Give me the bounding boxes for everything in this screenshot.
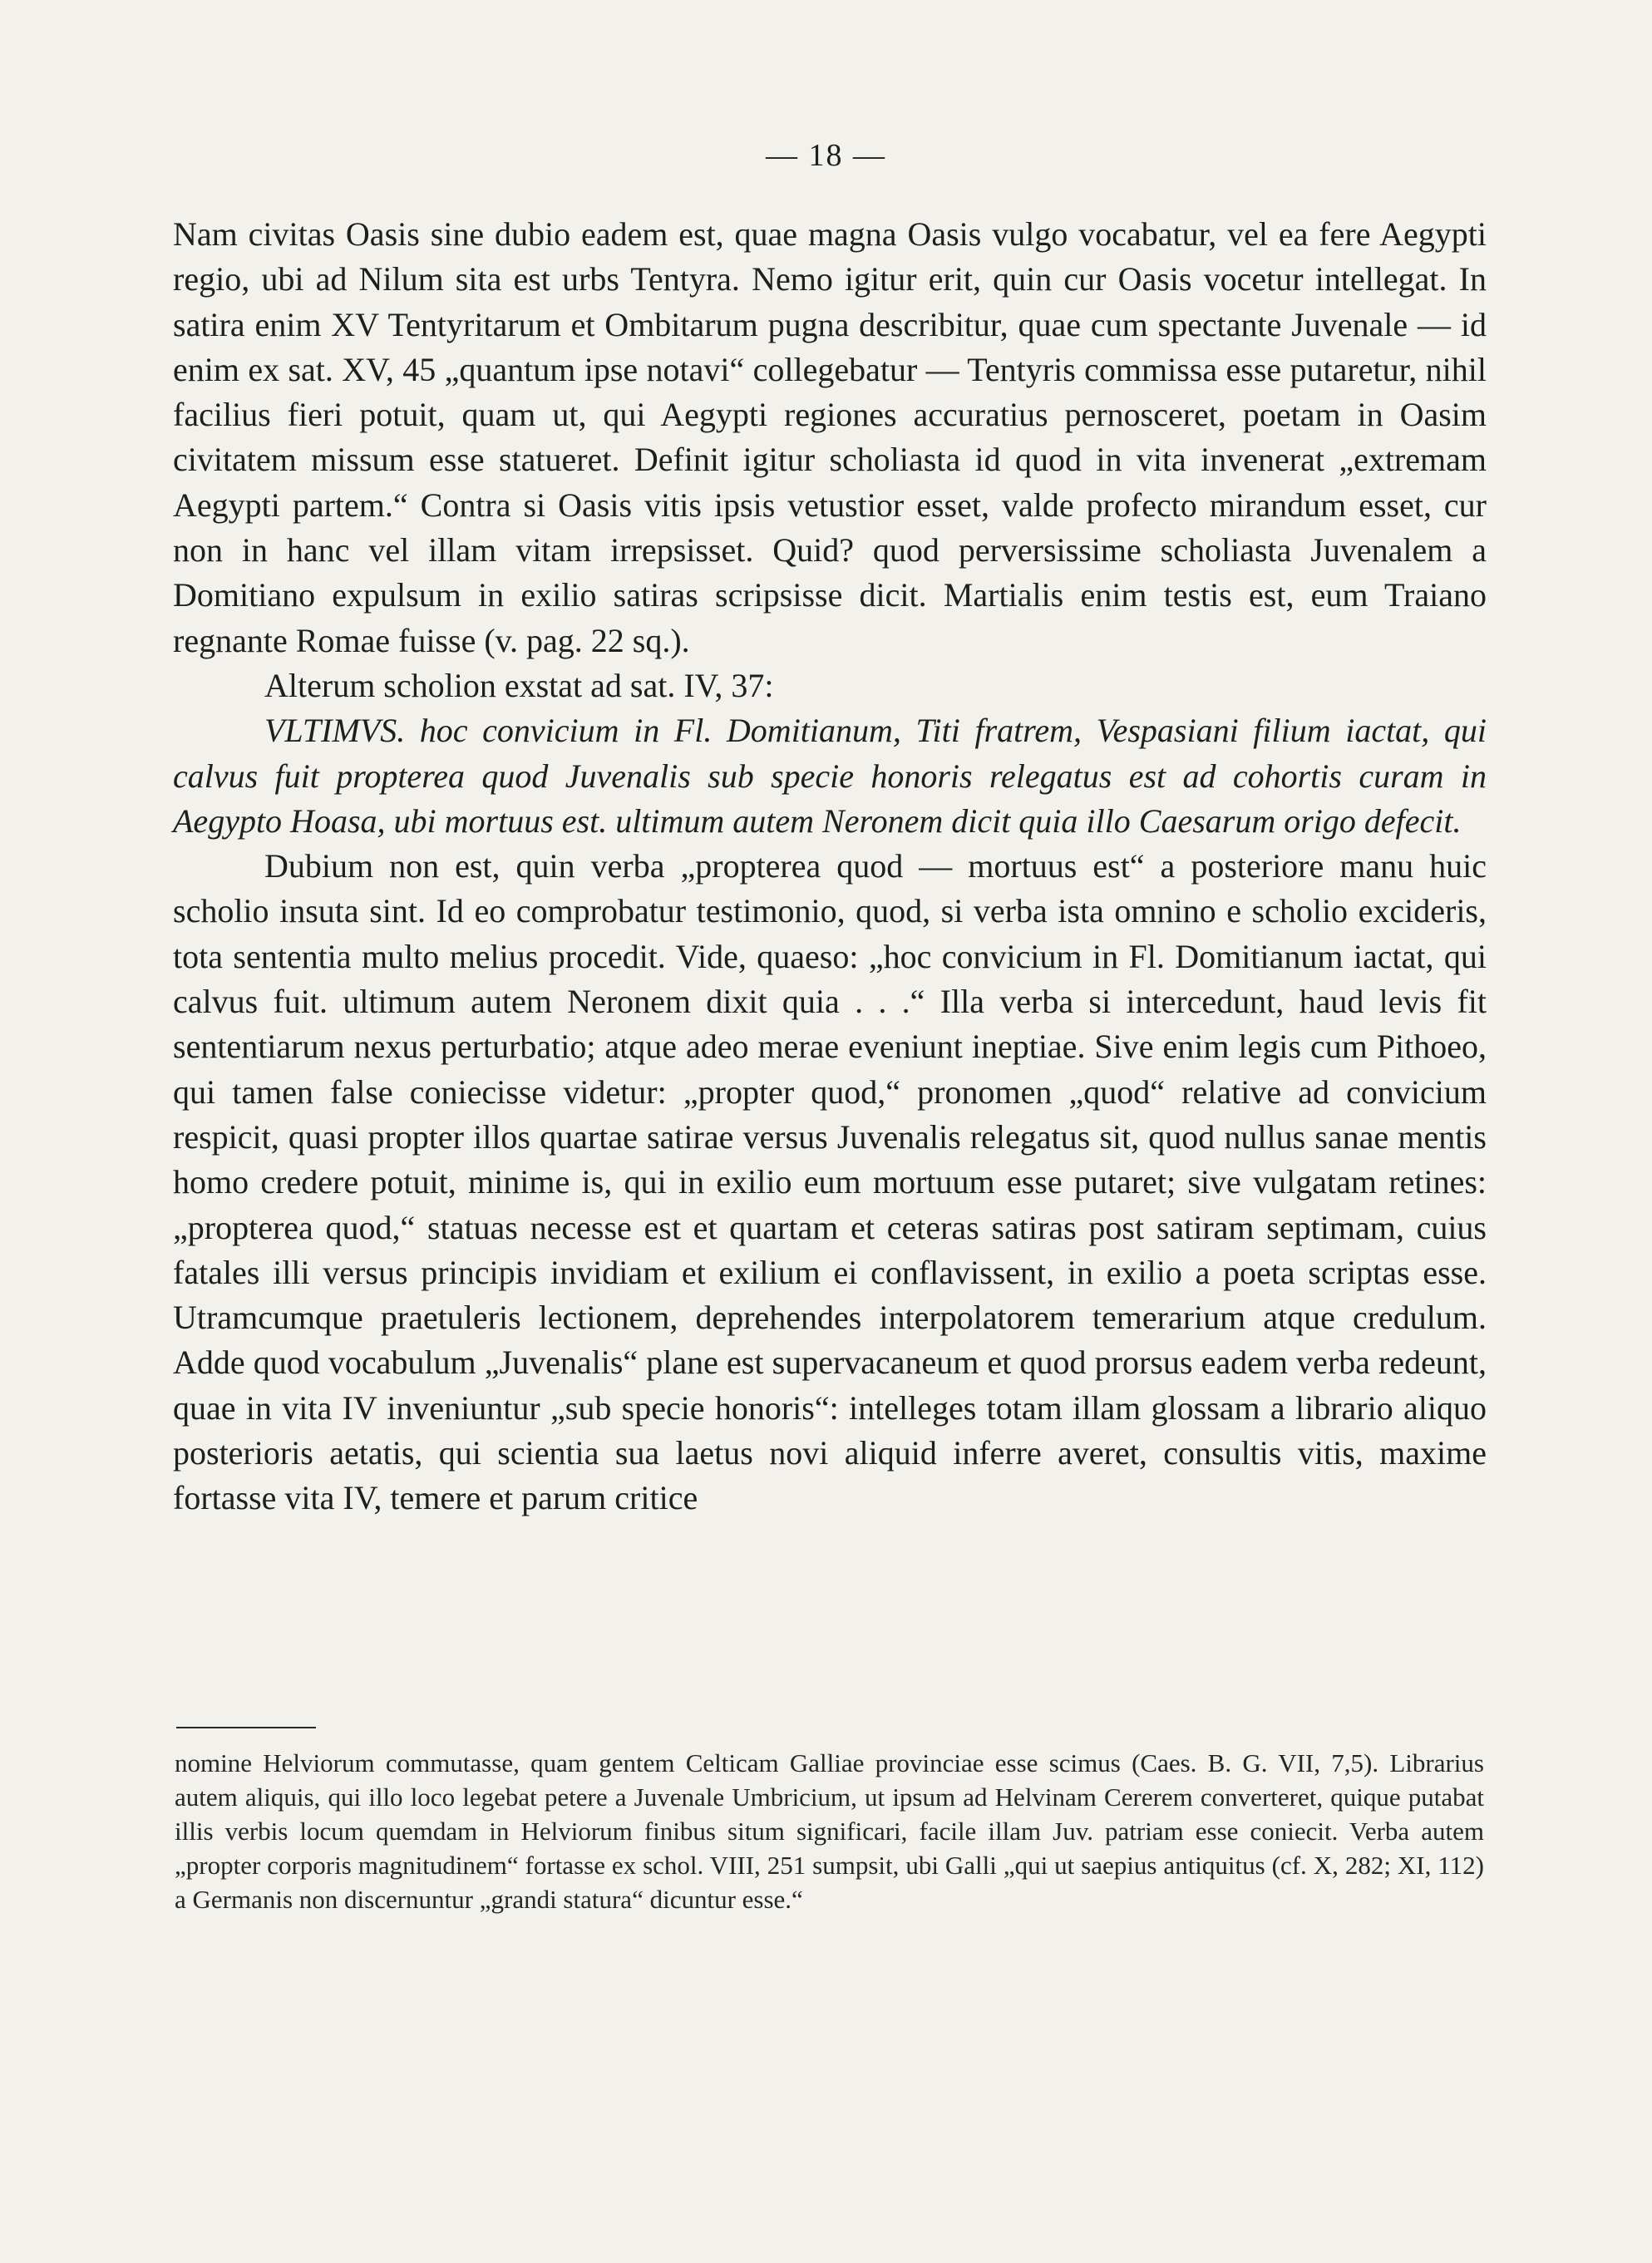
paragraph-4: Dubium non est, quin verba „propterea quod — mortuus est“ a posteriore manu huic scholio insuta sint. Id eo comprobatur testimonio, quod, si verba ista omnino e scholio excideris, tota sententia multo melius procedit. Vide, quaeso: „hoc convicium in Fl. Domitianum iactat, qui calvus fuit. ultimum autem Neronem dixit quia . . .“ Illa verba si intercedunt, haud levis fit sententiarum nexus perturbatio; atque adeo merae eveniunt ineptiae. Sive enim legis cum Pithoeo, qui tamen false coniecisse videtur: „propter quod,“ pronomen „quod“ relative ad convicium respicit, quasi propter illos quartae satirae versus Juvenalis relegatus sit, quod nullus sanae mentis homo credere potuit, minime is, qui in exilio eum mortuum esse putaret; sive vulgatam retines: „propterea quod,“ statuas necesse est et quartam et ceteras satiras post satiram septimam, cuius fatales illi versus principis invidiam et exilium ei conflavissent, in exilio a poeta scriptas esse. Utramcumque praetuleris lectionem, deprehendes interpolatorem temerarium atque credulum. Adde quod vocabulum „Juvenalis“ plane est supervacaneum et quod prorsus eadem verba redeunt, quae in vita IV inveniuntur „sub specie honoris“: intelleges totam illam glossam a librario aliquo posterioris aetatis, qui scientia sua laetus novi aliquid inferre averet, consultis vitis, maxime fortasse vita IV, temere et parum critice — [173, 847, 1487, 1517]
page-number: — 18 — — [766, 138, 886, 173]
footnote-divider — [176, 1727, 316, 1728]
paragraph-1: Nam civitas Oasis sine dubio eadem est, quae magna Oasis vulgo vocabatur, vel ea fere Aegypti regio, ubi ad Nilum sita est urbs Tentyra. Nemo igitur erit, quin cur Oasis vocetur intellegat. In satira enim XV Tentyritarum et Ombitarum pugna describitur, quae cum spectante Juvenale — id enim ex sat. XV, 45 „quantum ipse notavi“ collegebatur — Tentyris commissa esse putaretur, nihil facilius fieri potuit, quam ut, qui Aegypti regiones accuratius pernosceret, poetam in Oasim civitatem missum esse statueret. Definit igitur scholiasta id quod in vita invenerat „extremam Aegypti partem.“ Contra si Oasis vitis ipsis vetustior esset, valde profecto mirandum esset, cur non in hanc vel illam vitam irrepsisset. Quid? quod perversissime scholiasta Juvenalem a Domitiano expulsum in exilio satiras scripsisse dicit. Martialis enim testis est, eum Traiano regnante Romae fuisse (v. pag. 22 sq.). — [173, 215, 1487, 659]
footnote-text: nomine Helviorum commutasse, quam gentem Celticam Galliae provinciae esse scimus (Caes. B. G. VII, 7,5). Librarius autem aliquis, qui illo loco legebat petere a Juvenale Umbricium, ut ipsum ad Helvinam Cererem converteret, quique putabat illis verbis locum quemdam in Helviorum finibus situm significari, facile illam Juv. patriam esse coniecit. Verba autem „propter corporis magnitudinem“ fortasse ex schol. VIII, 251 sumpsit, ubi Galli „qui ut saepius antiquitus (cf. X, 282; XI, 112) a Germanis non discernuntur „grandi statura“ dicuntur esse.“ — [175, 1748, 1484, 1914]
paragraph-2: Alterum scholion exstat ad sat. IV, 37: — [264, 666, 774, 704]
footnote — [175, 1746, 1484, 1916]
scholion-quote: VLTIMVS. hoc convicium in Fl. Domitianum, Titi fratrem, Vespasiani filium iactat, qui calvus fuit propterea quod Juvenalis sub specie honoris relegatus est ad cohortis curam in Aegypto Hoasa, ubi mortuus est. ultimum autem Neronem dicit quia illo Caesarum origo defecit. — [173, 712, 1487, 840]
main-text — [173, 212, 1487, 1521]
